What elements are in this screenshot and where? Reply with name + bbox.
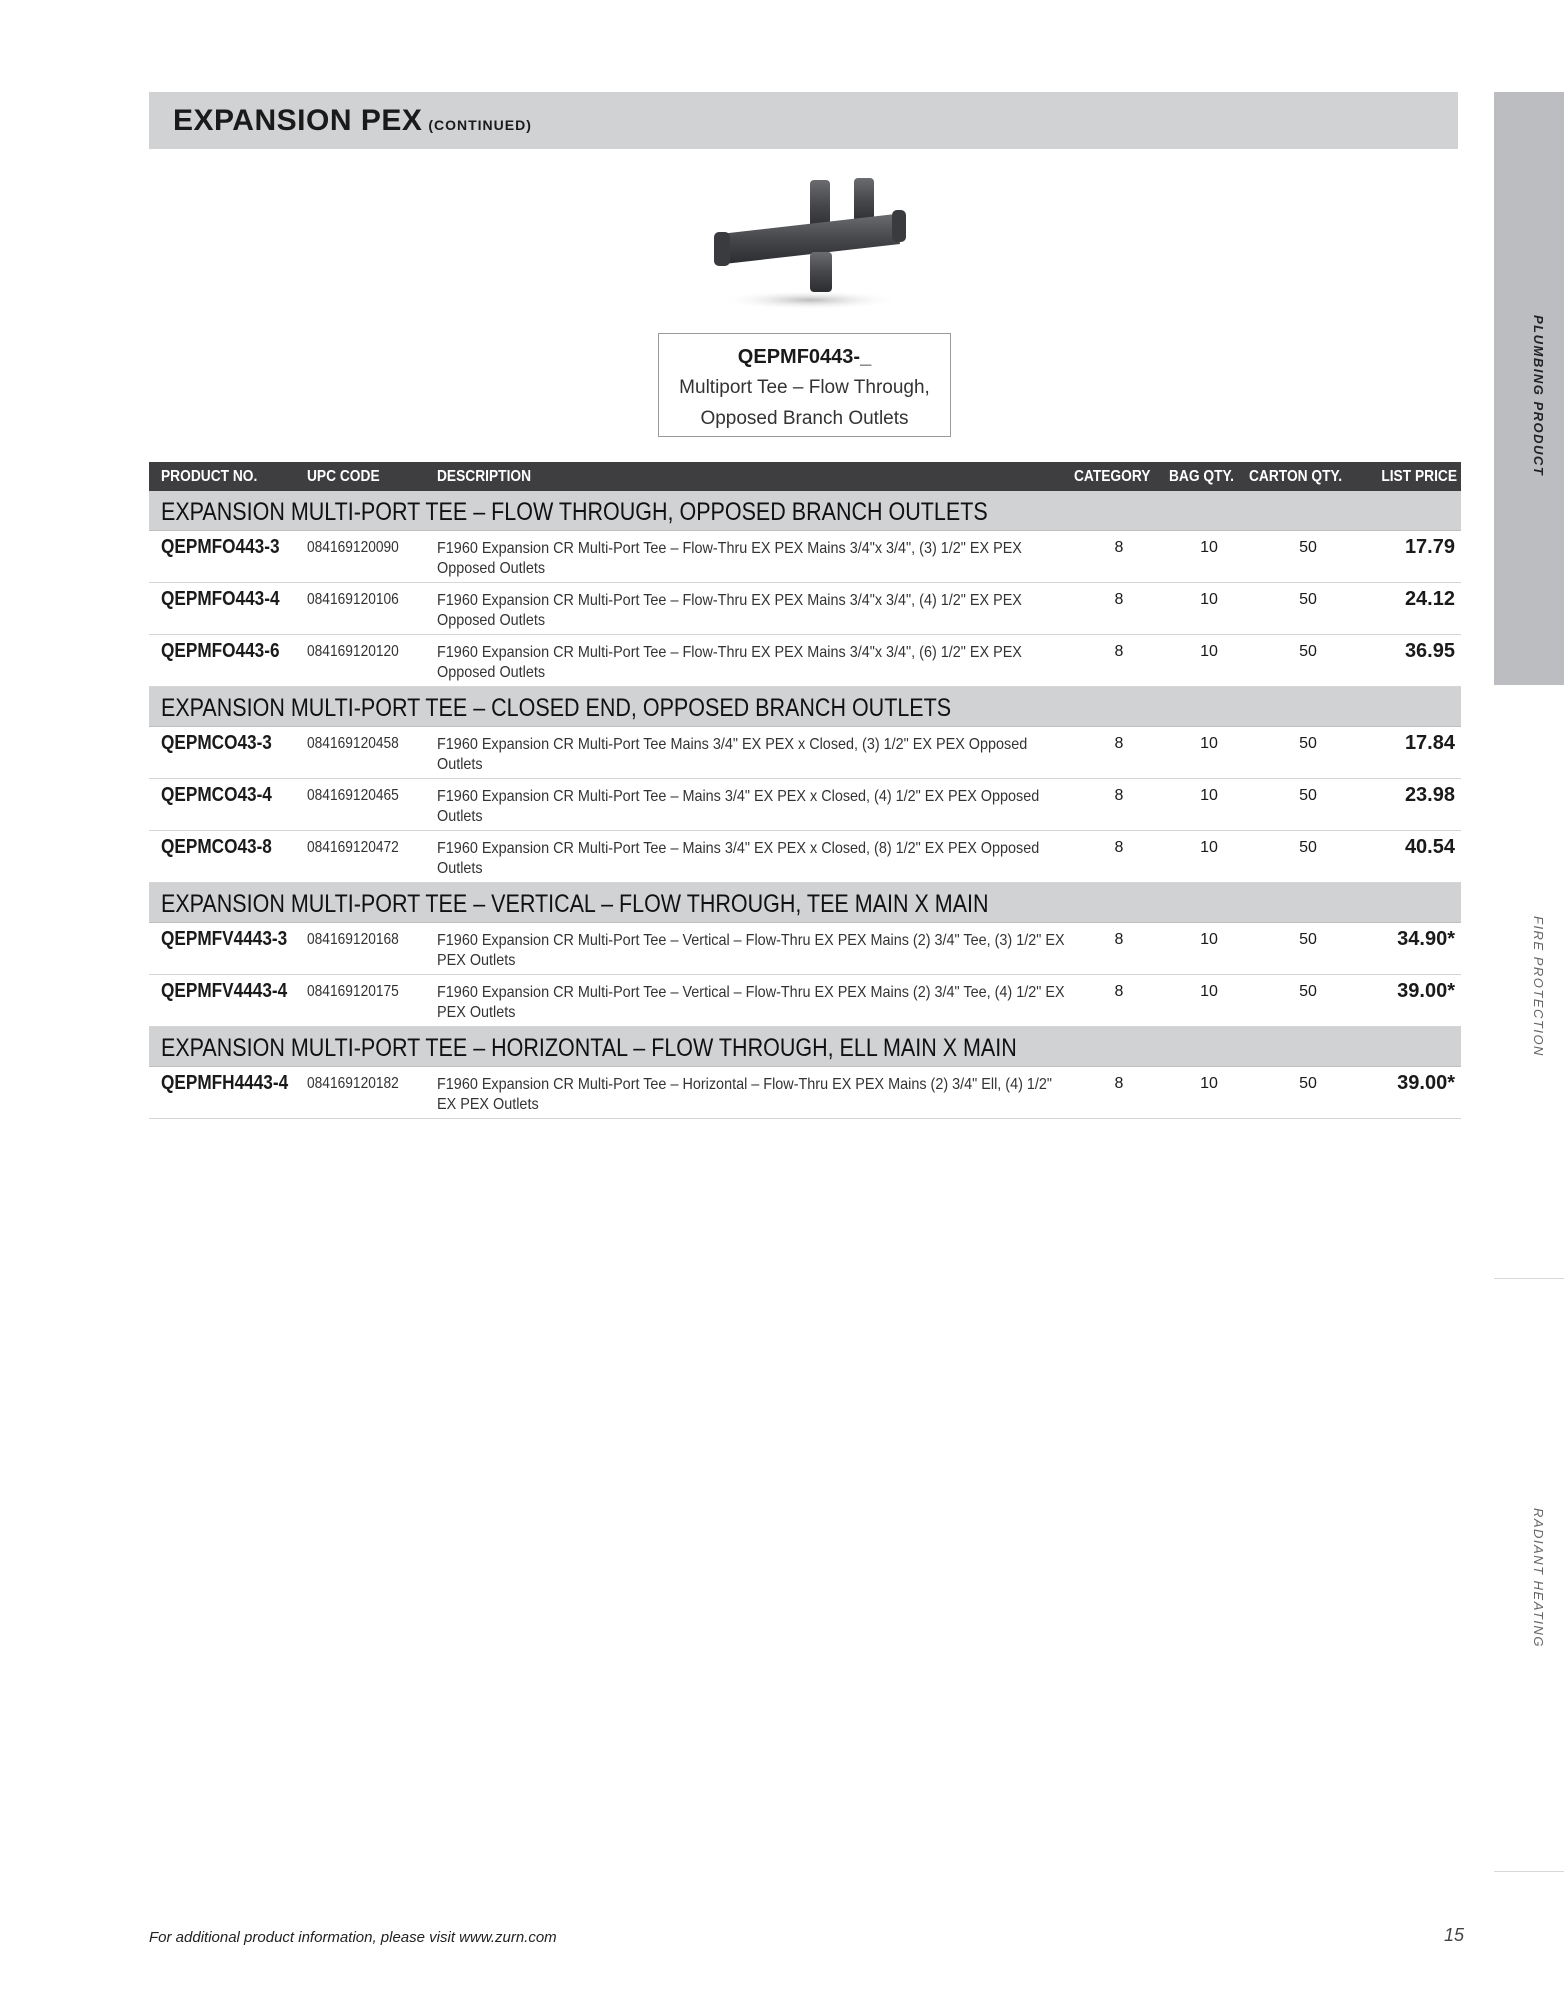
category: 8	[1114, 931, 1124, 948]
carton-qty: 50	[1299, 1075, 1317, 1092]
table-row	[149, 531, 1461, 583]
bag-qty: 10	[1200, 643, 1218, 660]
bag-qty: 10	[1200, 787, 1218, 804]
product-number	[161, 536, 299, 559]
upc-code	[307, 931, 414, 949]
table-row	[149, 923, 1461, 975]
title-continued: (CONTINUED)	[428, 117, 532, 133]
product-number	[161, 588, 299, 611]
list-price: 34.90*	[1397, 928, 1455, 950]
description	[437, 735, 1077, 775]
col-carton-qty: CARTON QTY.	[1249, 468, 1343, 485]
description-text: F1960 Expansion CR Multi-Port Tee Mains 3/4" EX PEX x Closed, (3) 1/2" EX PEX Opposed Outlets	[437, 736, 1028, 773]
side-tab-fire-protection[interactable]: FIRE PROTECTION	[1531, 916, 1546, 1057]
upc-code	[307, 539, 414, 557]
table-row	[149, 831, 1461, 883]
product-number-text: QEPMFO443-4	[161, 588, 280, 610]
category: 8	[1114, 591, 1124, 608]
bag-qty: 10	[1200, 539, 1218, 556]
table-row	[149, 583, 1461, 635]
table-row	[149, 635, 1461, 687]
upc-code-text: 084169120090	[307, 539, 399, 556]
bag-qty: 10	[1200, 839, 1218, 856]
description	[437, 983, 1077, 1023]
table-row	[149, 1067, 1461, 1119]
list-price: 24.12	[1404, 588, 1455, 610]
category: 8	[1114, 539, 1124, 556]
side-tab-radiant-heating[interactable]: RADIANT HEATING	[1531, 1508, 1546, 1648]
caption-line: Multiport Tee – Flow Through,	[679, 377, 930, 398]
table-header	[149, 462, 1461, 491]
table-row	[149, 975, 1461, 1027]
carton-qty: 50	[1299, 839, 1317, 856]
description-text: F1960 Expansion CR Multi-Port Tee – Flow-Thru EX PEX Mains 3/4"x 3/4", (3) 1/2" EX PEX Opposed Outlets	[437, 540, 1022, 577]
upc-code-text: 084169120472	[307, 839, 399, 856]
description	[437, 787, 1077, 827]
section-title: EXPANSION MULTI-PORT TEE – VERTICAL – FLOW THROUGH, TEE MAIN X MAIN	[161, 890, 989, 918]
description	[437, 643, 1077, 683]
section-title: EXPANSION MULTI-PORT TEE – FLOW THROUGH, OPPOSED BRANCH OUTLETS	[161, 498, 988, 526]
caption-line: Opposed Branch Outlets	[700, 408, 909, 429]
col-bag-qty: BAG QTY.	[1169, 468, 1234, 485]
description-text: F1960 Expansion CR Multi-Port Tee – Horizontal – Flow-Thru EX PEX Mains (2) 3/4" Ell, (4) 1/2" EX PEX Outlets	[437, 1076, 1053, 1113]
upc-code-text: 084169120182	[307, 1075, 399, 1092]
page-title	[173, 104, 532, 138]
category: 8	[1114, 643, 1124, 660]
section-title-bar	[149, 92, 1458, 149]
caption-code: QEPMF0443-_	[737, 346, 872, 368]
upc-code-text: 084169120175	[307, 983, 399, 1000]
list-price: 39.00*	[1397, 1072, 1455, 1094]
list-price: 36.95	[1404, 640, 1455, 662]
page-number: 15	[1444, 1925, 1465, 1945]
upc-code	[307, 735, 414, 753]
carton-qty: 50	[1299, 983, 1317, 1000]
carton-qty: 50	[1299, 735, 1317, 752]
product-number	[161, 732, 290, 755]
col-category: CATEGORY	[1074, 468, 1151, 485]
category: 8	[1114, 735, 1124, 752]
table-row	[149, 779, 1461, 831]
list-price: 39.00*	[1397, 980, 1455, 1002]
description	[437, 839, 1077, 879]
upc-code-text: 084169120106	[307, 591, 399, 608]
side-tab-plumbing[interactable]: PLUMBING PRODUCT	[1531, 315, 1546, 477]
carton-qty: 50	[1299, 931, 1317, 948]
list-price: 40.54	[1404, 836, 1455, 858]
upc-code	[307, 983, 414, 1001]
bag-qty: 10	[1200, 931, 1218, 948]
bag-qty: 10	[1200, 591, 1218, 608]
section-title: EXPANSION MULTI-PORT TEE – HORIZONTAL – FLOW THROUGH, ELL MAIN X MAIN	[161, 1034, 1017, 1062]
upc-code	[307, 643, 414, 661]
product-caption	[658, 333, 951, 437]
section-header	[149, 883, 1461, 923]
product-number-text: QEPMFH4443-4	[161, 1072, 289, 1094]
product-number-text: QEPMCO43-8	[161, 836, 272, 858]
footer-note: For additional product information, please visit www.zurn.com	[149, 1929, 557, 1946]
upc-code	[307, 1075, 414, 1093]
bag-qty: 10	[1200, 735, 1218, 752]
table-row	[149, 727, 1461, 779]
col-product-no: PRODUCT NO.	[161, 468, 258, 485]
category: 8	[1114, 1075, 1124, 1092]
list-price: 23.98	[1404, 784, 1455, 806]
col-upc-code: UPC CODE	[307, 468, 380, 485]
category: 8	[1114, 983, 1124, 1000]
description-text: F1960 Expansion CR Multi-Port Tee – Flow-Thru EX PEX Mains 3/4"x 3/4", (4) 1/2" EX PEX Opposed Outlets	[437, 592, 1022, 629]
bag-qty: 10	[1200, 983, 1218, 1000]
description	[437, 931, 1077, 971]
title-text: EXPANSION PEX	[173, 104, 423, 137]
divider	[1494, 1871, 1564, 1872]
upc-code-text: 084169120458	[307, 735, 399, 752]
price-table	[149, 462, 1461, 1119]
list-price: 17.79	[1404, 536, 1455, 558]
description	[437, 591, 1077, 631]
carton-qty: 50	[1299, 787, 1317, 804]
col-list-price: LIST PRICE	[1381, 468, 1457, 485]
category: 8	[1114, 839, 1124, 856]
multiport-tee-image	[700, 172, 920, 322]
section-header	[149, 491, 1461, 531]
upc-code-text: 084169120465	[307, 787, 399, 804]
product-number	[161, 836, 290, 859]
list-price: 17.84	[1404, 732, 1455, 754]
divider	[1494, 1278, 1564, 1279]
product-number-text: QEPMFV4443-4	[161, 980, 288, 1002]
product-number-text: QEPMFO443-6	[161, 640, 280, 662]
product-number-text: QEPMCO43-4	[161, 784, 272, 806]
col-description: DESCRIPTION	[437, 468, 532, 485]
product-number	[161, 640, 299, 663]
product-number	[161, 980, 308, 1003]
section-title: EXPANSION MULTI-PORT TEE – CLOSED END, OPPOSED BRANCH OUTLETS	[161, 694, 952, 722]
bag-qty: 10	[1200, 1075, 1218, 1092]
description-text: F1960 Expansion CR Multi-Port Tee – Vertical – Flow-Thru EX PEX Mains (2) 3/4" Tee, (4) 1/2" EX PEX Outlets	[437, 984, 1065, 1021]
description-text: F1960 Expansion CR Multi-Port Tee – Flow-Thru EX PEX Mains 3/4"x 3/4", (6) 1/2" EX PEX Opposed Outlets	[437, 644, 1022, 681]
product-number-text: QEPMFO443-3	[161, 536, 280, 558]
product-number-text: QEPMFV4443-3	[161, 928, 288, 950]
description	[437, 539, 1077, 579]
description-text: F1960 Expansion CR Multi-Port Tee – Mains 3/4" EX PEX x Closed, (8) 1/2" EX PEX Opposed Outlets	[437, 840, 1040, 877]
carton-qty: 50	[1299, 643, 1317, 660]
section-header	[149, 687, 1461, 727]
upc-code	[307, 839, 414, 857]
product-number-text: QEPMCO43-3	[161, 732, 272, 754]
carton-qty: 50	[1299, 539, 1317, 556]
upc-code-text: 084169120120	[307, 643, 399, 660]
carton-qty: 50	[1299, 591, 1317, 608]
description-text: F1960 Expansion CR Multi-Port Tee – Mains 3/4" EX PEX x Closed, (4) 1/2" EX PEX Opposed Outlets	[437, 788, 1040, 825]
section-header	[149, 1027, 1461, 1067]
upc-code-text: 084169120168	[307, 931, 399, 948]
product-number	[161, 928, 308, 951]
description-text: F1960 Expansion CR Multi-Port Tee – Vertical – Flow-Thru EX PEX Mains (2) 3/4" Tee, (3) 1/2" EX PEX Outlets	[437, 932, 1065, 969]
upc-code	[307, 591, 414, 609]
category: 8	[1114, 787, 1124, 804]
product-number	[161, 1072, 309, 1095]
description	[437, 1075, 1077, 1115]
upc-code	[307, 787, 414, 805]
product-number	[161, 784, 290, 807]
